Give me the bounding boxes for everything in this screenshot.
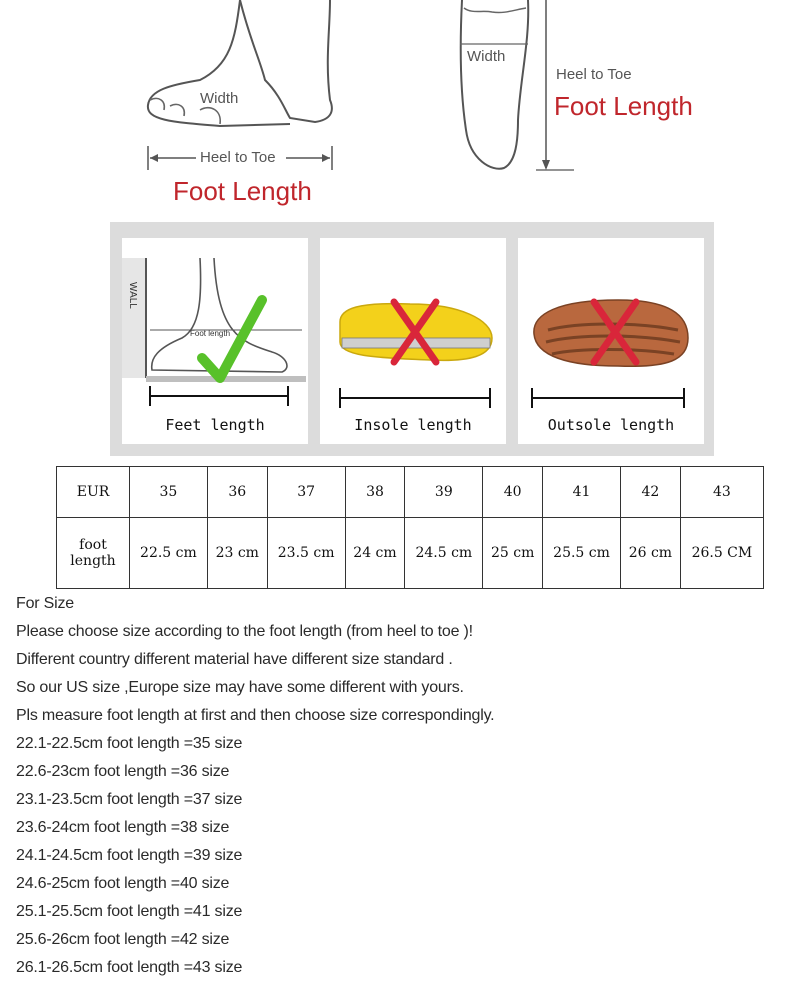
foot-sole-sketch <box>452 0 532 175</box>
desc-line: 24.1-24.5cm foot length =39 size <box>16 847 243 864</box>
heel-to-toe-label-left: Heel to Toe <box>200 149 276 166</box>
foot-length-header-line1: foot <box>79 537 107 553</box>
desc-line: 24.6-25cm foot length =40 size <box>16 875 230 892</box>
desc-line: 25.1-25.5cm foot length =41 size <box>16 903 243 920</box>
panel-caption-insole: Insole length <box>354 416 472 434</box>
size-cell: 40 <box>483 467 543 518</box>
heel-to-toe-label-right: Heel to Toe <box>556 66 632 83</box>
length-cell: 26.5 CM <box>680 518 763 589</box>
desc-line: Pls measure foot length at first and then choose size correspondingly. <box>16 707 495 724</box>
length-cell: 23 cm <box>207 518 267 589</box>
desc-line: 25.6-26cm foot length =42 size <box>16 931 230 948</box>
desc-line: Different country different material have different size standard . <box>16 651 453 668</box>
desc-line: 26.1-26.5cm foot length =43 size <box>16 959 243 976</box>
width-label-left: Width <box>200 90 239 107</box>
length-cell: 23.5 cm <box>267 518 345 589</box>
foot-side-sketch <box>140 0 340 140</box>
length-cell: 25 cm <box>483 518 543 589</box>
table-row-eur <box>57 467 764 518</box>
size-cell: 37 <box>267 467 345 518</box>
foot-length-title-left: Foot Length <box>173 176 312 206</box>
size-cell: 39 <box>405 467 483 518</box>
size-cell: 35 <box>130 467 208 518</box>
desc-line: So our US size ,Europe size may have some different with yours. <box>16 679 464 696</box>
size-cell: 38 <box>345 467 405 518</box>
heel-to-toe-arrow-right <box>536 0 576 175</box>
desc-line: 22.1-22.5cm foot length =35 size <box>16 735 243 752</box>
size-cell: 36 <box>207 467 267 518</box>
panel-insole-length <box>320 238 506 444</box>
foot-length-header-line2: length <box>70 553 116 569</box>
insole-illustration <box>320 238 506 408</box>
desc-line: 23.1-23.5cm foot length =37 size <box>16 791 243 808</box>
wall-label: WALL <box>127 282 138 309</box>
panel-caption-feet: Feet length <box>165 416 265 434</box>
eur-header-cell: EUR <box>57 467 130 518</box>
panel-feet-length <box>122 238 308 444</box>
desc-line: For Size <box>16 595 74 612</box>
width-label-right: Width <box>467 48 506 65</box>
feet-length-illustration <box>122 238 308 408</box>
length-cell: 26 cm <box>620 518 680 589</box>
size-cell: 43 <box>680 467 763 518</box>
length-cell: 25.5 cm <box>543 518 621 589</box>
size-cell: 41 <box>543 467 621 518</box>
desc-line: Please choose size according to the foot length (from heel to toe )! <box>16 623 473 640</box>
foot-length-header-cell <box>57 518 130 589</box>
panel-outsole-length <box>518 238 704 444</box>
size-description <box>16 590 494 982</box>
foot-length-title-right: Foot Length <box>554 91 693 121</box>
size-cell: 42 <box>620 467 680 518</box>
panel-caption-outsole: Outsole length <box>547 416 675 434</box>
length-cell: 24 cm <box>345 518 405 589</box>
size-chart-table <box>56 466 764 589</box>
table-row-foot-length <box>57 518 764 589</box>
foot-length-inner-label: Foot length <box>190 329 231 338</box>
length-cell: 22.5 cm <box>130 518 208 589</box>
length-cell: 24.5 cm <box>405 518 483 589</box>
outsole-illustration <box>518 238 704 408</box>
desc-line: 22.6-23cm foot length =36 size <box>16 763 230 780</box>
desc-line: 23.6-24cm foot length =38 size <box>16 819 230 836</box>
